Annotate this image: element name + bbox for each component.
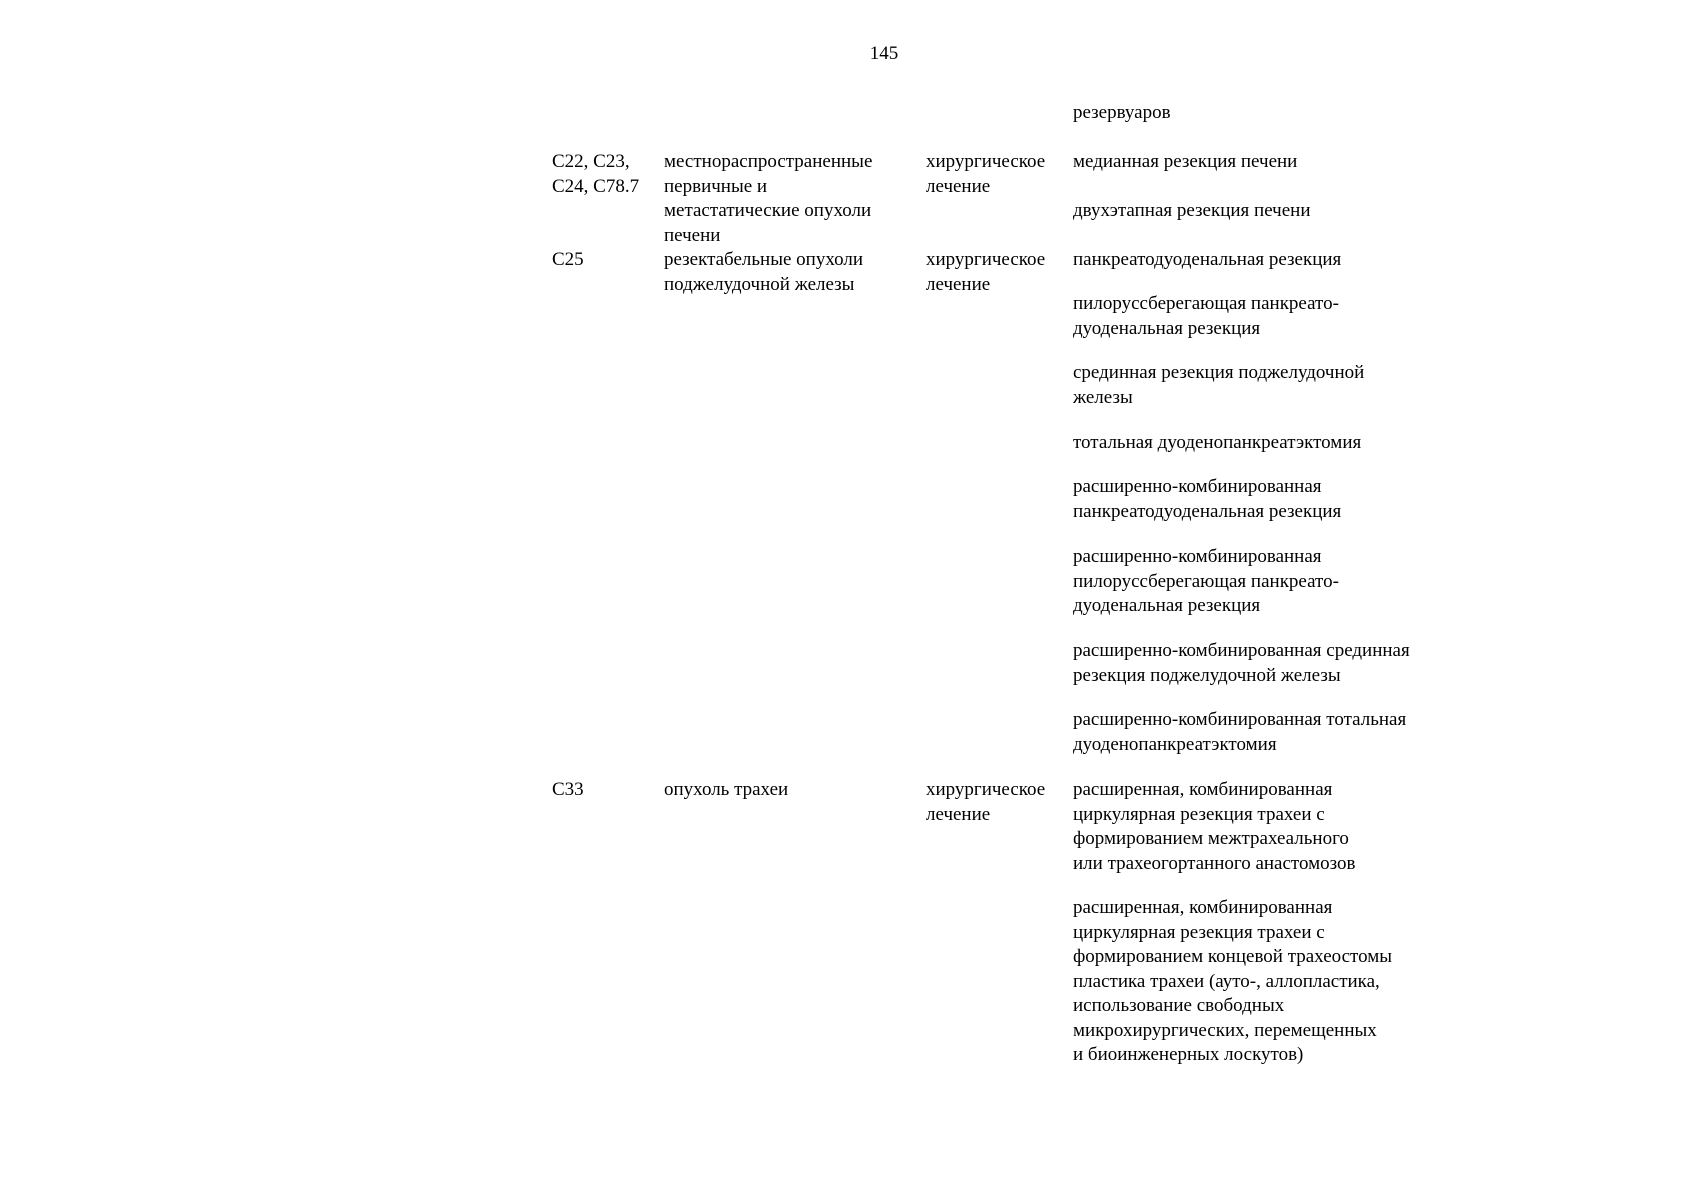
diagnosis-line: метастатические опухоли [664, 200, 872, 221]
row-1-method-2 [1073, 199, 1473, 224]
method-continuation: резервуаров [1073, 102, 1171, 123]
row-2-method-5 [1073, 475, 1473, 524]
code-line: C33 [552, 779, 584, 800]
treatment-line: лечение [926, 175, 991, 197]
method-line: расширенная, комбинированная [1073, 897, 1333, 918]
method-line: пилоруссберегающая панкреато- [1073, 570, 1339, 592]
row-3-method-2 [1073, 896, 1473, 1068]
method-line: расширенная, комбинированная [1073, 779, 1333, 800]
method-line: медианная резекция печени [1073, 151, 1298, 172]
method-line: железы [1073, 386, 1133, 408]
row-3-code [552, 778, 657, 803]
row-2-method-4 [1073, 431, 1473, 456]
page-number: 145 [869, 43, 899, 64]
method-line: дуоденопанкреатэктомия [1073, 733, 1277, 755]
row-2-diagnosis [664, 248, 919, 297]
treatment-line: хирургическое [926, 151, 1046, 172]
method-line: панкреатодуоденальная резекция [1073, 249, 1342, 270]
method-line: формированием концевой трахеостомы [1073, 946, 1393, 967]
method-line: расширенно-комбинированная тотальная [1073, 709, 1407, 730]
treatment-line: лечение [926, 273, 991, 295]
method-line: тотальная дуоденопанкреатэктомия [1073, 432, 1362, 453]
diagnosis-line: местнораспространенные [664, 151, 873, 172]
row-2-method-3 [1073, 361, 1473, 410]
method-line: расширенно-комбинированная [1073, 546, 1322, 567]
method-line: расширенно-комбинированная [1073, 476, 1322, 497]
method-line: циркулярная резекция трахеи с [1073, 803, 1325, 825]
code-line: C24, C78.7 [552, 175, 640, 197]
method-line: циркулярная резекция трахеи с [1073, 921, 1325, 943]
row-2-method-7 [1073, 639, 1473, 688]
method-line: микрохирургических, перемещенных [1073, 1019, 1377, 1041]
code-line: C25 [552, 249, 584, 270]
method-line: дуоденальная резекция [1073, 317, 1261, 339]
method-line: дуоденальная резекция [1073, 595, 1261, 616]
method-line: формированием межтрахеального [1073, 828, 1349, 849]
row-1-diagnosis [664, 150, 919, 248]
method-line: пластика трахеи (ауто-, аллопластика, [1073, 970, 1380, 992]
row-2-method-1 [1073, 248, 1473, 273]
row-2-method-6 [1073, 545, 1473, 619]
method-line: использование свободных [1073, 995, 1285, 1016]
method-line: или трахеогортанного анастомозов [1073, 852, 1356, 874]
method-line: срединная резекция поджелудочной [1073, 362, 1365, 383]
code-line: C22, C23, [552, 151, 630, 172]
method-line: и биоинженерных лоскутов) [1073, 1044, 1304, 1065]
row-2-method-2 [1073, 292, 1473, 341]
diagnosis-line: печени [664, 224, 721, 246]
treatment-line: хирургическое [926, 779, 1046, 800]
row-3-treatment [926, 778, 1066, 827]
method-line: пилоруссберегающая панкреато- [1073, 293, 1339, 314]
method-line: двухэтапная резекция печени [1073, 200, 1311, 221]
row-2-code [552, 248, 657, 273]
diagnosis-line: опухоль трахеи [664, 779, 789, 800]
row-2-method-8 [1073, 708, 1473, 757]
diagnosis-line: первичные и [664, 175, 768, 197]
row-1-method-1 [1073, 150, 1473, 175]
row-3-diagnosis [664, 778, 919, 803]
method-line: расширенно-комбинированная срединная [1073, 640, 1410, 661]
method-line: резекция поджелудочной железы [1073, 664, 1341, 686]
diagnosis-line: резектабельные опухоли [664, 249, 864, 270]
diagnosis-line: поджелудочной железы [664, 273, 855, 295]
row-1-code [552, 150, 657, 199]
row-3-method-1 [1073, 778, 1473, 876]
row-2-treatment [926, 248, 1066, 297]
method-line: панкреатодуоденальная резекция [1073, 500, 1342, 522]
treatment-line: лечение [926, 803, 991, 825]
row-1-treatment [926, 150, 1066, 199]
treatment-line: хирургическое [926, 249, 1046, 270]
